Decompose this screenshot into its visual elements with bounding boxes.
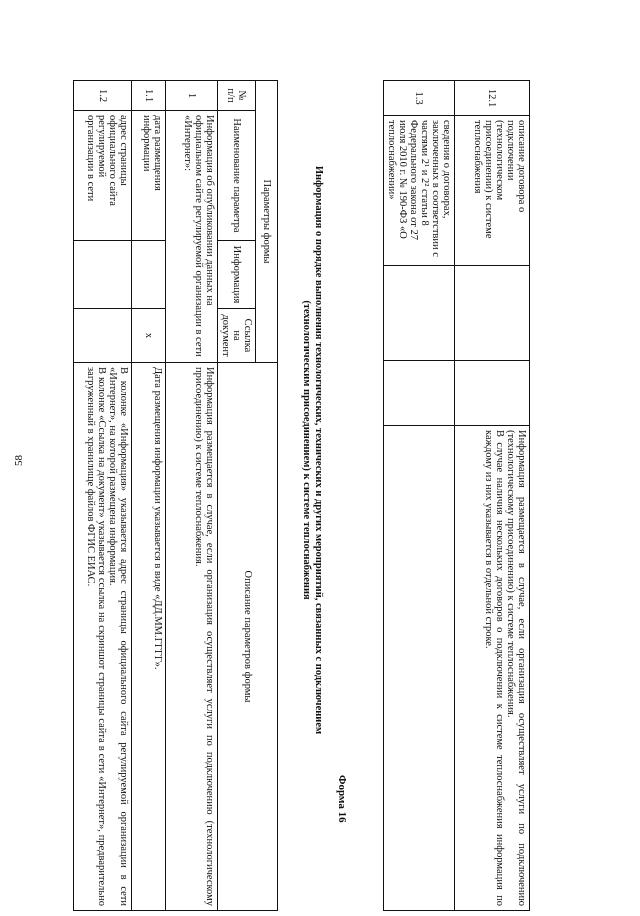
info-header: Информация: [218, 241, 256, 309]
param-name: сведения о договорах, заключенных в соответствии с частями 2¹ и 2² статьи 8 Федерального закона от 27 июля 2010 г. № 190-ФЗ «О теплоснабжении»: [384, 116, 455, 266]
row-number: 12.1: [455, 81, 530, 116]
row-number: 1.1: [132, 81, 166, 111]
description-paragraph: Информация размещается в случае, если организация осуществляет услуги по подключению (технологическому присоединению) к системе теплоснабжения.: [505, 430, 527, 906]
param-description: [74, 363, 132, 911]
param-description: [455, 426, 530, 911]
description-header: Описание параметров формы: [218, 363, 278, 911]
params-header: Параметры формы: [256, 81, 278, 363]
description-paragraph: Дата размещения информации указывается в виде «ДД.ММ.ГГГГ».: [152, 367, 163, 670]
row-number: 1: [166, 81, 218, 111]
table-row: [455, 81, 530, 911]
param-link: [384, 361, 455, 426]
param-info: [455, 266, 530, 361]
param-description: [166, 363, 218, 911]
param-link: x: [132, 309, 166, 363]
table-row: [166, 81, 218, 911]
page-number: 58: [13, 455, 25, 466]
param-description: [132, 363, 166, 911]
param-name: описание договора о подключении (технологическом присоединении) к системе теплоснабжения: [455, 116, 530, 266]
header-row: [256, 81, 278, 911]
description-paragraph: Информация размещается в случае, если организация осуществляет услуги по подключению (технологическому присоединению) к системе теплоснабжения.: [193, 367, 215, 907]
param-name: Информация об опубликовании данных на официальном сайте регулируемой организации в сети «Интернет»:: [166, 111, 218, 363]
continuation-table: [383, 80, 530, 911]
form-16-table: [73, 80, 278, 911]
description-paragraph: В колонке «Информация» указывается адрес страницы официального сайта регулируемой организации в сети «Интернет», на которой размещена информация.: [107, 367, 129, 907]
table-row: [74, 81, 132, 911]
param-description: [384, 426, 455, 911]
table-row: [132, 81, 166, 911]
row-number: 1.3: [384, 81, 455, 116]
param-link: [455, 361, 530, 426]
name-header: Наименование параметра: [218, 111, 256, 241]
param-link: [74, 309, 132, 363]
row-number: 1.2: [74, 81, 132, 111]
param-name: дата размещения информации: [132, 111, 166, 241]
param-info: [132, 241, 166, 309]
param-info: [74, 241, 132, 309]
description-paragraph: В колонке «Ссылка на документ» указывается ссылка на скриншот страницы сайта в сети «Интернет», предварительно загруженный в хранилище файлов ФГИС ЕИАС.: [85, 367, 107, 907]
link-header: Ссылка на документ: [218, 309, 256, 363]
form-label: Форма 16: [336, 775, 348, 823]
title-line-1: Информация о порядке выполнения технологических, технических и других мероприятий, связанных с подключением: [313, 165, 324, 735]
form-title: [300, 120, 324, 780]
number-header: № п/п: [218, 81, 256, 111]
table-row: [384, 81, 455, 911]
param-info: [384, 266, 455, 361]
param-name: адрес страницы официального сайта регулируемой организации в сети: [74, 111, 132, 241]
title-line-2: (технологическим присоединением) к системе теплоснабжения: [301, 300, 312, 600]
description-paragraph: В случае наличия нескольких договоров о подключении к системе теплоснабжения информация по каждому из них указывается в отдельной строке.: [483, 430, 505, 906]
